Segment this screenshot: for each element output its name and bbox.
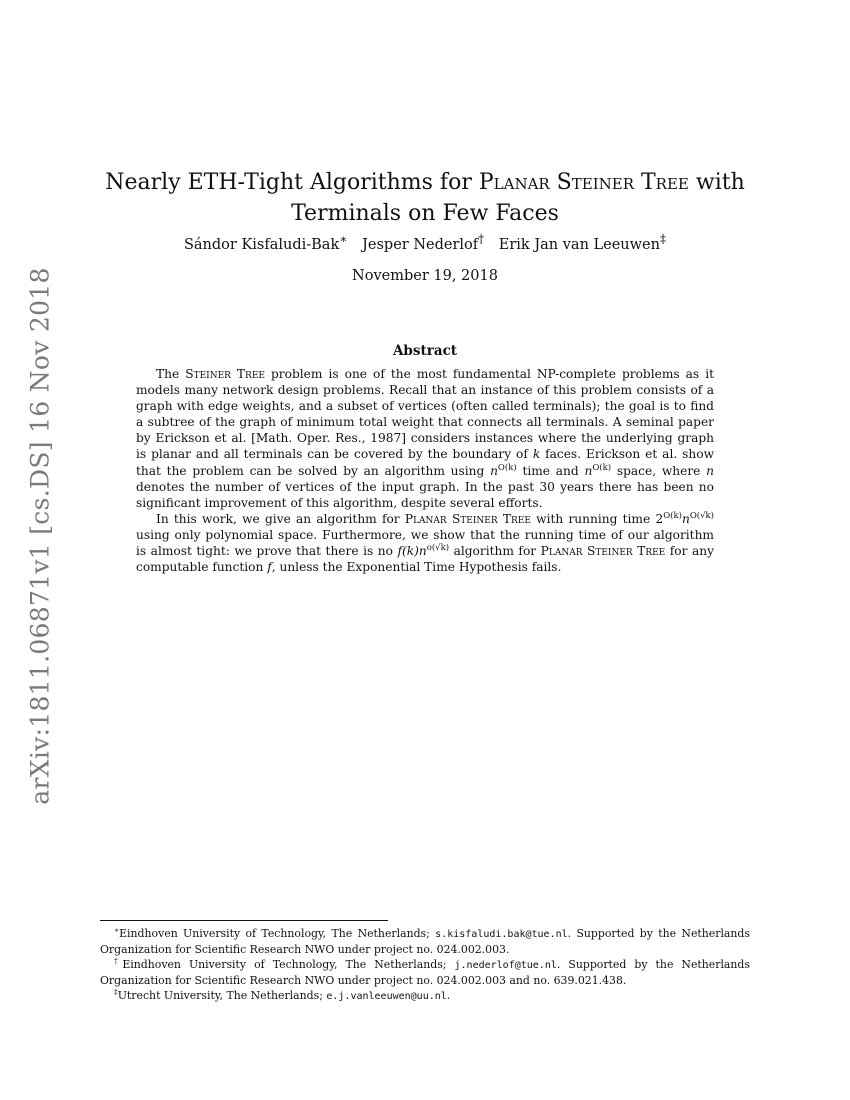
abstract-body: [136, 366, 714, 575]
math-variable: n: [681, 511, 690, 526]
abstract-text: space, where: [611, 463, 707, 478]
email-address[interactable]: e.j.vanleeuwen@uu.nl: [326, 991, 447, 1002]
abstract-text: , unless the Exponential Time Hypothesis fails.: [271, 560, 562, 575]
abstract-text: In this work, we give an algorithm for: [156, 511, 405, 526]
author-list: [100, 232, 750, 253]
math-exponent: o(√k): [426, 542, 450, 553]
math-exponent: O(k): [592, 462, 612, 473]
author-footnote-mark: ∗: [339, 232, 348, 246]
footnote-funding: .: [446, 989, 451, 1002]
title-problem-name: Planar Steiner Tree: [478, 169, 689, 195]
title-text: Nearly ETH-Tight Algorithms for: [105, 169, 479, 195]
abstract-text: problem is one of the most fundamental NP-complete problems as it models many network design problems. Recall that an instance of this problem consists of a graph with edge weights, and a subset of vertices (often called terminals); the goal is to find a subtree of the graph of minimum total weight that connects all terminals. A seminal paper by Erickson et al. [Math. Oper. Res., 1987] considers instances where the underlying graph is planar and all terminals can be covered by the boundary of: [136, 367, 714, 462]
author: [362, 232, 485, 253]
footnote: [100, 957, 750, 988]
arxiv-identifier: arXiv:1811.06871v1 [cs.DS] 16 Nov 2018: [25, 267, 55, 805]
math-number: 2: [655, 511, 664, 526]
abstract-text: The: [156, 367, 186, 381]
problem-name: Steiner Tree: [185, 367, 265, 381]
math-variable: n: [706, 463, 715, 478]
abstract-text: time and: [516, 463, 585, 478]
math-variable: n: [418, 544, 427, 559]
title-line-2: Terminals on Few Faces: [291, 200, 559, 226]
author: [183, 232, 348, 253]
footnote-funding: . Supported by the Netherlands Organization for Scientific Research NWO under project no. 024.002.003 and no. 639.021.438.: [100, 958, 750, 987]
author: [498, 232, 667, 253]
abstract-paragraph: [136, 511, 714, 575]
author-name: Jesper Nederlof: [362, 236, 479, 253]
abstract-text: with running time: [530, 511, 656, 526]
math-variable: k: [532, 447, 541, 462]
abstract-text: using only polynomial space. Furthermore, we show that the running time of our algorithm is almost tight: we prove that there is no: [136, 527, 714, 559]
math-exponent: O(k): [497, 462, 517, 473]
math-variable: n: [490, 463, 498, 478]
paper-date: November 19, 2018: [352, 268, 498, 284]
abstract-text: algorithm for: [449, 544, 541, 559]
author-footnote-mark: †: [478, 232, 485, 246]
footnote-funding: . Supported by the Netherlands Organization for Scientific Research NWO under project no. 024.002.003.: [100, 927, 750, 956]
abstract-text: for any computable function: [136, 544, 714, 575]
email-address[interactable]: s.kisfaludi.bak@tue.nl: [435, 929, 568, 940]
problem-name: Planar Steiner Tree: [404, 511, 531, 526]
math-exponent: O(k): [663, 510, 682, 521]
footnote-affiliation: Utrecht University, The Netherlands;: [117, 989, 327, 1002]
footnote-mark: ‡: [114, 987, 118, 997]
footnote-affiliation: Eindhoven University of Technology, The Netherlands;: [119, 927, 436, 940]
abstract-text: faces. Erickson et al. show that the problem can be solved by an algorithm using: [136, 447, 714, 478]
math-exponent: O(√k): [689, 510, 714, 521]
abstract-heading: Abstract: [392, 343, 458, 359]
footnote-separator: [100, 920, 388, 921]
abstract-text: denotes the number of vertices of the input graph. In the past 30 years there has been no significant improvement of this algorithm, despite several efforts.: [136, 479, 714, 510]
footnote: [100, 926, 750, 957]
math-variable: f: [267, 560, 272, 575]
footnotes: [100, 926, 750, 1004]
math-variable: n: [584, 463, 593, 478]
footnote: [100, 988, 750, 1004]
author-name: Erik Jan van Leeuwen: [498, 236, 660, 253]
title-text-end: with: [688, 169, 745, 195]
email-address[interactable]: j.nederlof@tue.nl: [454, 960, 557, 971]
problem-name: Planar Steiner Tree: [540, 544, 666, 559]
math-function: f(k): [397, 544, 419, 559]
footnote-mark: †: [114, 956, 123, 966]
author-name: Sándor Kisfaludi-Bak: [183, 236, 340, 253]
footnote-affiliation: Eindhoven University of Technology, The Netherlands;: [122, 958, 455, 971]
author-footnote-mark: ‡: [659, 232, 667, 246]
abstract-paragraph: [136, 366, 714, 511]
paper-title: [100, 167, 750, 229]
footnote-mark: ∗: [114, 925, 120, 935]
